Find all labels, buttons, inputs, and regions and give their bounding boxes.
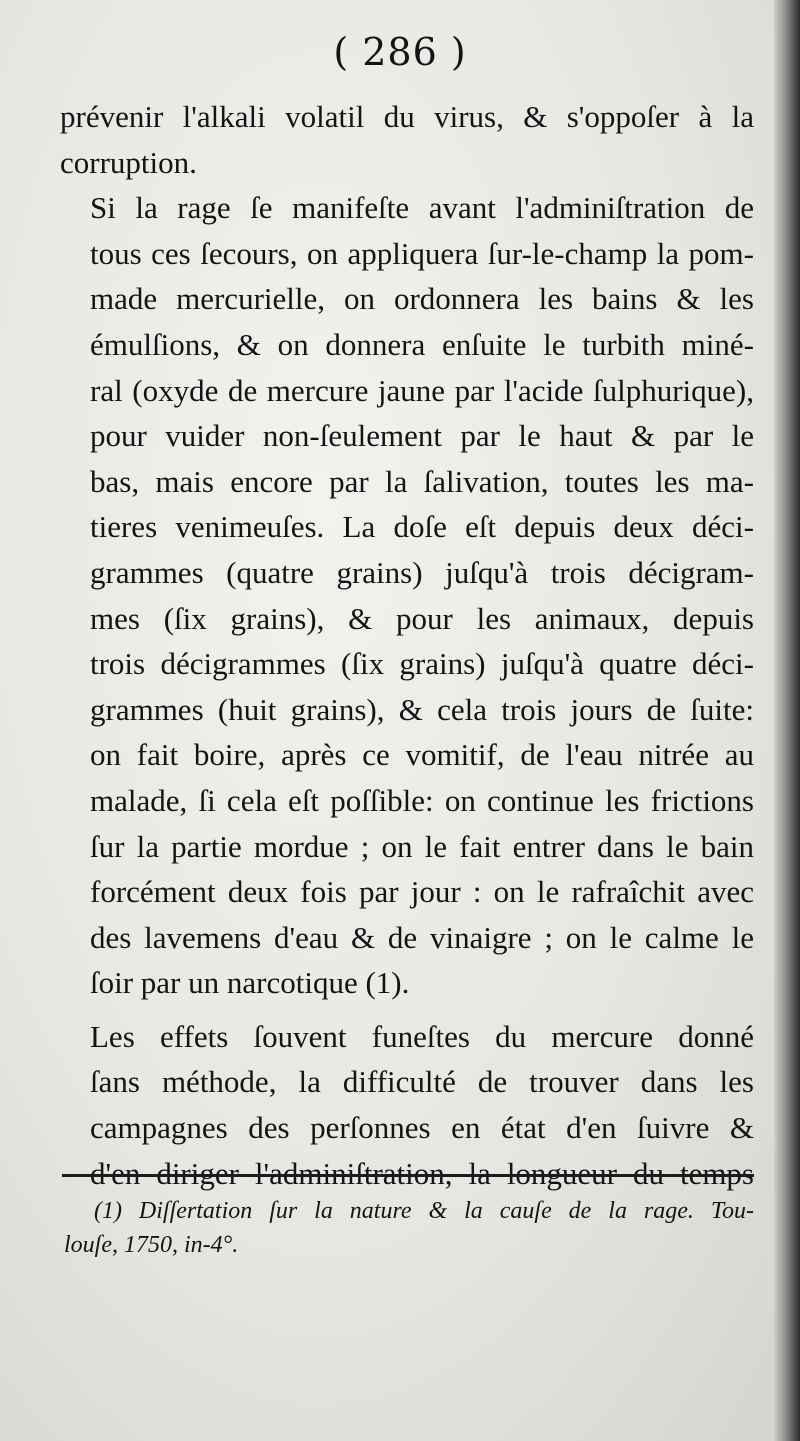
text-line: malade, ſi cela eſt poſſible: on continue les frictions xyxy=(90,782,754,818)
text-line: campagnes des perſonnes en état d'en ſuivre & xyxy=(90,1110,754,1146)
text-line: pour vuider non-ſeulement par le haut & par le xyxy=(90,418,754,454)
page-edge-shadow xyxy=(774,0,800,1441)
text-line: bas, mais encore par la ſalivation, toutes les ma- xyxy=(90,463,754,499)
text-line: corruption. xyxy=(60,144,197,180)
text-line: ſoir par un narcotique (1). xyxy=(90,965,410,1001)
text-line: d'en diriger l'adminiſtration, la longueur du temps xyxy=(90,1155,754,1191)
paragraph-2 xyxy=(60,185,754,1006)
page-number: ( 286 ) xyxy=(333,30,467,74)
text-line: Les effets ſouvent funeſtes du mercure donné xyxy=(90,1018,754,1054)
text-line: ſans méthode, la difficulté de trouver dans les xyxy=(90,1064,754,1100)
footnote-line: (1) Diſſertation ſur la nature & la cauſe de la rage. Tou- xyxy=(94,1198,754,1224)
footnote xyxy=(64,1194,754,1262)
text-line: mes (ſix grains), & pour les animaux, depuis xyxy=(90,600,754,636)
text-line: on fait boire, après ce vomitif, de l'eau nitrée au xyxy=(90,737,754,773)
text-line: tous ces ſecours, on appliquera ſur-le-champ la pom- xyxy=(90,235,754,271)
paragraph-1 xyxy=(60,94,754,185)
text-line: forcément deux fois par jour : on le rafraîchit avec xyxy=(90,874,754,910)
footnote-rule xyxy=(62,1174,754,1177)
text-line: grammes (quatre grains) juſqu'à trois décigram- xyxy=(90,554,754,590)
text-line: grammes (huit grains), & cela trois jours de ſuite: xyxy=(90,691,754,727)
text-line: ſur la partie mordue ; on le fait entrer dans le bain xyxy=(90,828,754,864)
text-line: prévenir l'alkali volatil du virus, & s'oppoſer à la xyxy=(60,99,754,134)
text-line: tieres venimeuſes. La doſe eſt depuis deux déci- xyxy=(90,509,754,545)
paragraph-3 xyxy=(60,1014,754,1196)
text-line: émulſions, & on donnera enſuite le turbith miné- xyxy=(90,326,754,362)
footnote-line: louſe, 1750, in-4°. xyxy=(64,1232,239,1258)
text-line: made mercurielle, on ordonnera les bains & les xyxy=(90,281,754,317)
text-line: des lavemens d'eau & de vinaigre ; on le calme le xyxy=(90,919,754,955)
body-text xyxy=(60,94,754,1196)
text-line: ral (oxyde de mercure jaune par l'acide ſulphurique), xyxy=(90,372,754,408)
text-line: Si la rage ſe manifeſte avant l'adminiſtration de xyxy=(90,190,754,226)
text-line: trois décigrammes (ſix grains) juſqu'à quatre déci- xyxy=(90,646,754,682)
